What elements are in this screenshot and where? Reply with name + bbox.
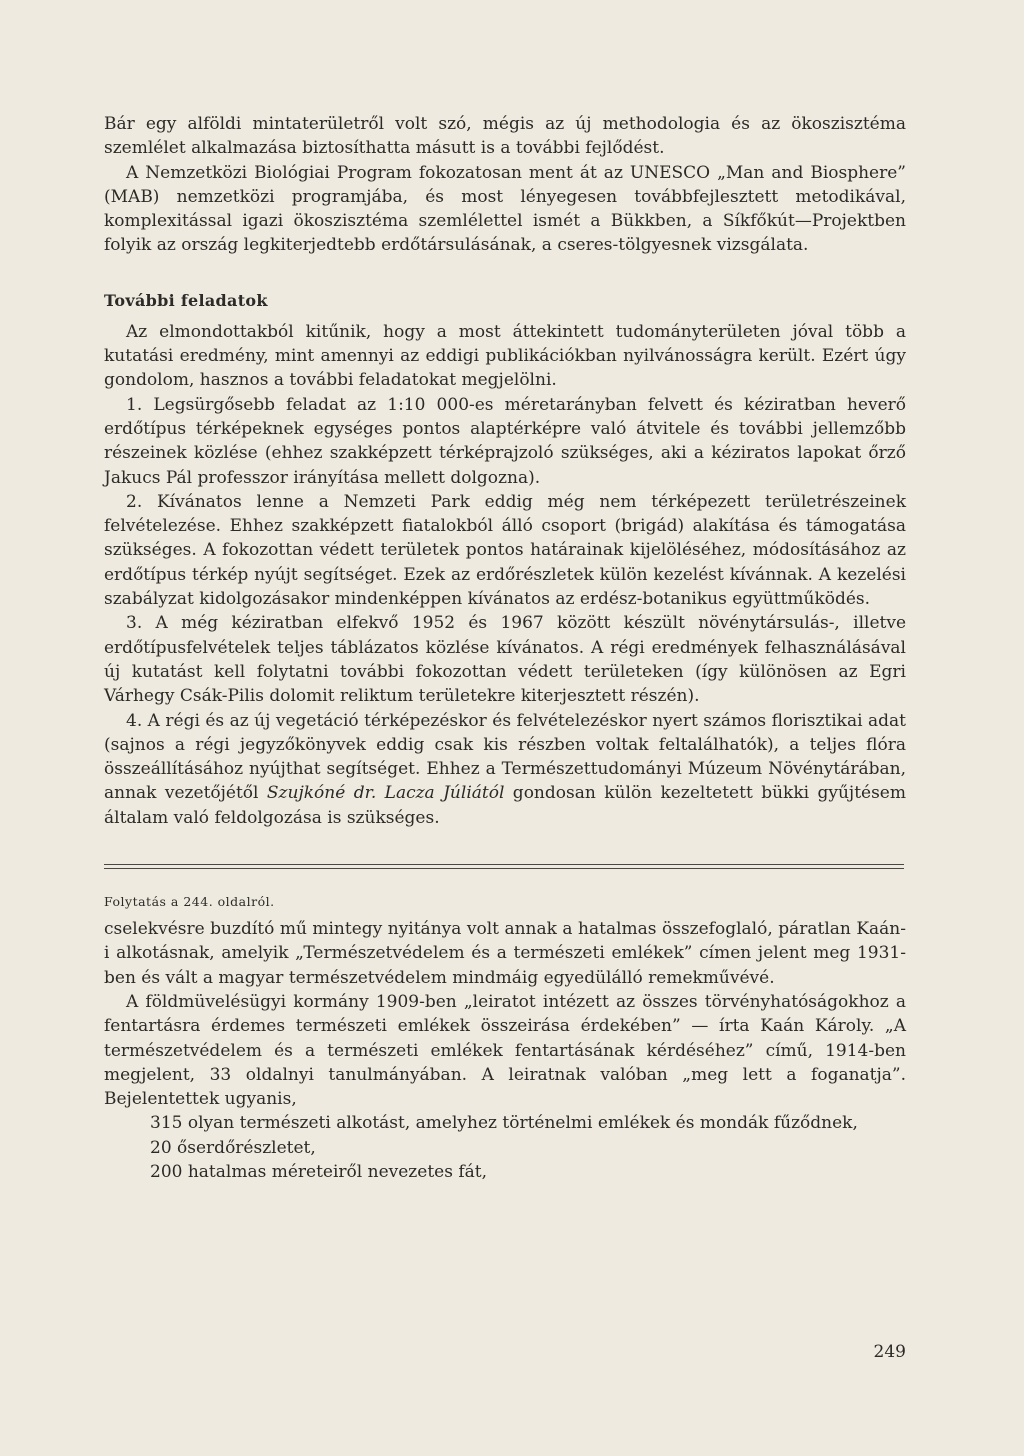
task-item xyxy=(104,709,906,830)
list-item: 20 őserdőrészletet, xyxy=(150,1137,316,1158)
paragraph: Az elmondottakból kitűnik, hogy a most áttekintett tudományterületen jóval több a kutatási eredmény, mint amennyi az eddigi publikációkban nyilvánosságra került. Ezért úgy gondolom, hasznos a további feladatokat megjelölni. xyxy=(104,321,906,391)
continuation-note: Folytatás a 244. oldalról. xyxy=(104,894,275,910)
paragraph: cselekvésre buzdító mű mintegy nyitánya volt annak a hatalmas összefoglaló, páratlan Kaán-i alkotásnak, amelyik „Természetvédelem és a természeti emlékek” címen jelent meg 1931-ben és vált a magyar természetvédelem mindmáig egyedülálló remekművévé. xyxy=(104,919,906,988)
paragraph: A Nemzetközi Biológiai Program fokozatosan ment át az UNESCO „Man and Biosphere” (MAB) nemzetközi programjába, és most lényegesen továbbfejlesztett metodikával, komplexitással igazi ökoszisztéma szemlélettel ismét a Bükkben, a Síkfőkút—Projektben folyik az ország legkiterjedtebb erdőtársulásának, a cseres-tölgyesnek vizsgálata. xyxy=(104,162,906,256)
continued-article xyxy=(104,917,906,1184)
section-heading: További feladatok xyxy=(104,290,268,310)
tasks-section xyxy=(104,320,906,830)
list-item: 315 olyan természeti alkotást, amelyhez történelmi emlékek és mondák fűződnek, xyxy=(150,1113,858,1134)
paragraph: Bár egy alföldi mintaterületről volt szó, mégis az új methodologia és az ökoszisztéma szemlélet alkalmazása biztosíthatta másutt is a további fejlődést. xyxy=(104,114,906,159)
divider-line xyxy=(104,868,904,869)
intro-section xyxy=(104,112,906,258)
person-name: Szujkóné dr. Lacza Júliától xyxy=(266,783,505,804)
task-item: 1. Legsürgősebb feladat az 1:10 000-es méretarányban felvett és kéziratban heverő erdőtípus térképeknek egységes pontos alaptérképre való átvitele és további jellemzőbb részeinek közlése (ehhez szakképzett térképrajzoló szükséges, aki a kéziratos lapokat őrző Jakucs Pál professzor irányítása mellett dolgozna). xyxy=(104,394,906,488)
paragraph: A földmüvelésügyi kormány 1909-ben „leiratot intézett az összes törvényhatóságokhoz a fentartásra érdemes természeti emlékek összeirása érdekében” — írta Kaán Károly. „A természetvédelem és a természeti emlékek fentartásának kérdéséhez” című, 1914-ben megjelent, 33 oldalnyi tanulmányában. A leiratnak valóban „meg lett a foganatja”. Bejelentettek ugyanis, xyxy=(104,991,906,1110)
page-number: 249 xyxy=(873,1342,906,1362)
divider-line xyxy=(104,864,904,865)
divider xyxy=(104,864,906,869)
task-item: 2. Kívánatos lenne a Nemzeti Park eddig még nem térképezett területrészeinek felvételezése. Ehhez szakképzett fiatalokból álló csoport (brigád) alakítása és támogatása szükséges. A fokozottan védett területek pontos határainak kijelöléséhez, módosításához az erdőtípus térkép nyújt segítséget. Ezek az erdőrészletek külön kezelést kívánnak. A kezelési szabályzat kidolgozásakor mindenképpen kívánatos az erdész-botanikus együttműködés. xyxy=(104,491,906,610)
task-text: 4. A régi és az új vegetáció térképezéskor és felvételezéskor nyert számos florisztikai adat (sajnos a régi jegyzőkönyvek eddig csak kis részben voltak feltalálhatók), a teljes flóra összeállításához nyújthat segítséget. Ehhez a Természettudományi Múzeum Növénytárában, annak vezetőjétől xyxy=(104,710,906,804)
task-text: gondosan külön kezeltetett bükki gyűjtésem általam való feldolgozása is szükséges. xyxy=(104,783,906,828)
list-item: 200 hatalmas méreteiről nevezetes fát, xyxy=(150,1161,487,1182)
task-item: 3. A még kéziratban elfekvő 1952 és 1967 között készült növénytársulás-, illetve erdőtípusfelvételek teljes táblázatos közlése kívánatos. A régi eredmények felhasználásával új kutatást kell folytatni további fokozottan védett területeken (így különösen az Egri Várhegy Csák-Pilis dolomit reliktum területekre kiterjesztett részén). xyxy=(104,613,906,707)
